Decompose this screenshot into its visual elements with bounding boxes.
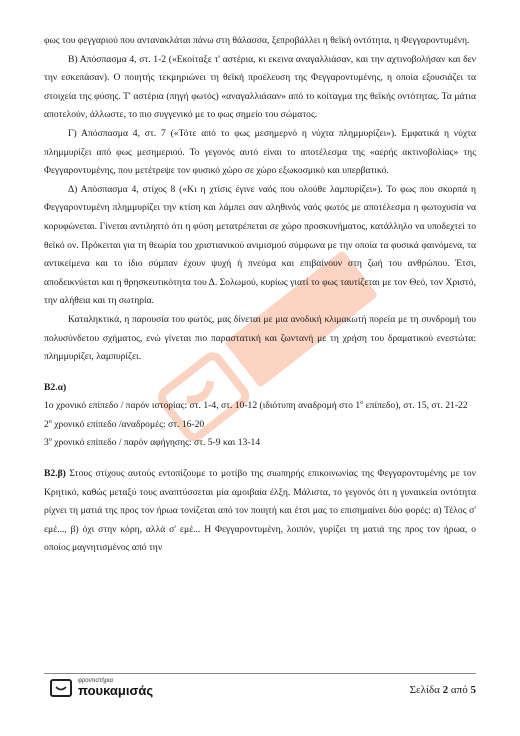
paragraph: Δ) Απόσπασμα 4, στίχος 8 («Κι η χτίσις έγινε ναός που ολούθε λαμπυρίζει»). Το φως που σκορπά η Φεγγαροντυμένη πλημμυρίζει την κτίση και λάμπει σαν αληθινός ναός φωτός με αποτέλεσμα η φωτοχυσία να κορυφώνεται. Γίνεται αντιληπτό ότι η φύση μετατρέπεται σε χώρο προσκυνήματος, κατάλληλο να υποδεχτεί το θεϊκό ον. Πρόκειται για τη θεωρία του χριστιανικού ανιμισμού σύμφωνα με την οποία τα φυσικά φαινόμενα, τα αντικείμενα και το ίδιο σύμπαν έχουν ψυχή ή πνεύμα και επιβαίνουν στη ζωή του ανθρώπου. Έτσι, αποδεικνύεται και η θρησκευτικότητα του Δ. Σολωμού, κυρίως γιατί το φως ταυτίζεται με τον Θεό, τον Χριστό, την αλήθεια και τη σωτηρία.: [44, 183, 476, 307]
paragraph: Γ) Απόσπασμα 4, στ. 7 («Τότε από το φως μεσημερνό η νύχτα πλημμυρίζει»). Εμφατικά η νύχτα πλημμυρίζει από φως μεσημεριού. Το γεγονός αυτό είναι το αποτέλεσμα της «αερής ακτινοβολίας» της Φεγγαροντυμένης, που μετέτρεψε τον φυσικό χώρο σε χώρο εξωκοσμικό και υπερβατικό.: [44, 127, 476, 177]
paragraph: Β) Απόσπασμα 4, στ. 1-2 («Εκοίταξε τ' αστέρια, κι εκεινα αναγαλλιάσαν, και την αχτινοβολήσαν και δεν την εσκεπάσαν). Ο ποιητής τεκμηριώνει τη θεϊκή προέλευση της Φεγγαροντυμένης, η οποία εξουσιάζει τα στοιχεία της φύσης. Τ' αστέρια (πηγή φωτός) «αναγαλλιάσαν» από το κοίταγμα της θεϊκής οντότητας. Τα μάτια αποτελούν, άλλωστε, το πιο συγγενικό με το φως σημείο του σώματος.: [44, 53, 476, 121]
paragraph: Καταληκτικά, η παρουσία του φωτός, μας δίνεται με μια ανοδική κλιμακωτή πορεία με τη συνδρομή του πολυσύνδετου σχήματος, ενώ γίνεται πιο παραστατική και ζωντανή με τη χρήση του δραματικού ενεστώτα: πλημμυρίζει, λαμπυρίζει.: [44, 313, 476, 363]
timeline-line-3: $3^o$ χρονικό επίπεδο / παρόν αφήγησης: στ. 5-9 και 13-14: [44, 437, 261, 449]
timeline-line-2: $2^o$ χρονικό επίπεδο /αναδρομές: στ. 16-20: [44, 418, 205, 430]
section-heading-b2a: Β2.α): [44, 381, 67, 393]
paragraph: φως του φεγγαριού που αντανακλάται πάνω στη θάλασσα, ξεπροβάλλει η θεϊκή οντότητα, η Φεγγαροντυμένη.: [44, 35, 470, 46]
logo-brand-text: πουκαμισάς: [78, 683, 154, 698]
page-number: Σελίδα 2 από 5: [409, 684, 476, 696]
timeline-line-1: 1ο χρονικό επίπεδο / παρόν ιστορίας: στ. 1-4, στ. 10-12 (ιδιότυπη αναδρομή στο $1^o$ επίπεδο), στ. 15, στ. 21-22: [44, 400, 468, 412]
logo-icon: [50, 679, 72, 697]
logo-small-text: φροντιστήρια: [78, 678, 113, 684]
footer-divider: [44, 673, 476, 674]
brand-logo: [50, 678, 153, 697]
section-b2b: Β2.β) Στους στίχους αυτούς εντοπίζουμε το μοτίβο της σιωπηρής επικοινωνίας της Φεγγαροντυμένης με τον Κρητικό, καθώς μεταξύ τους αναπτύσσεται μία αμοιβαία έλξη. Μάλιστα, το γεγονός ότι η γυναικεία οντότητα ρίχνει τη ματιά της προς τον ήρωα τονίζεται από τον ποιητή και έτσι μας το επισημαίνει δύο φορές: α) Τέλος σ' εμέ..., β) όχι στην κόρη, αλλά σ' εμέ... Η Φεγγαροντυμένη, λοιπόν, γυρίζει τη ματιά της προς τον ήρωα, ο οποίος μαγνητισμένος από την: [44, 468, 476, 554]
document-body: [44, 32, 476, 558]
section-heading-b2b: Β2.β): [44, 468, 66, 480]
